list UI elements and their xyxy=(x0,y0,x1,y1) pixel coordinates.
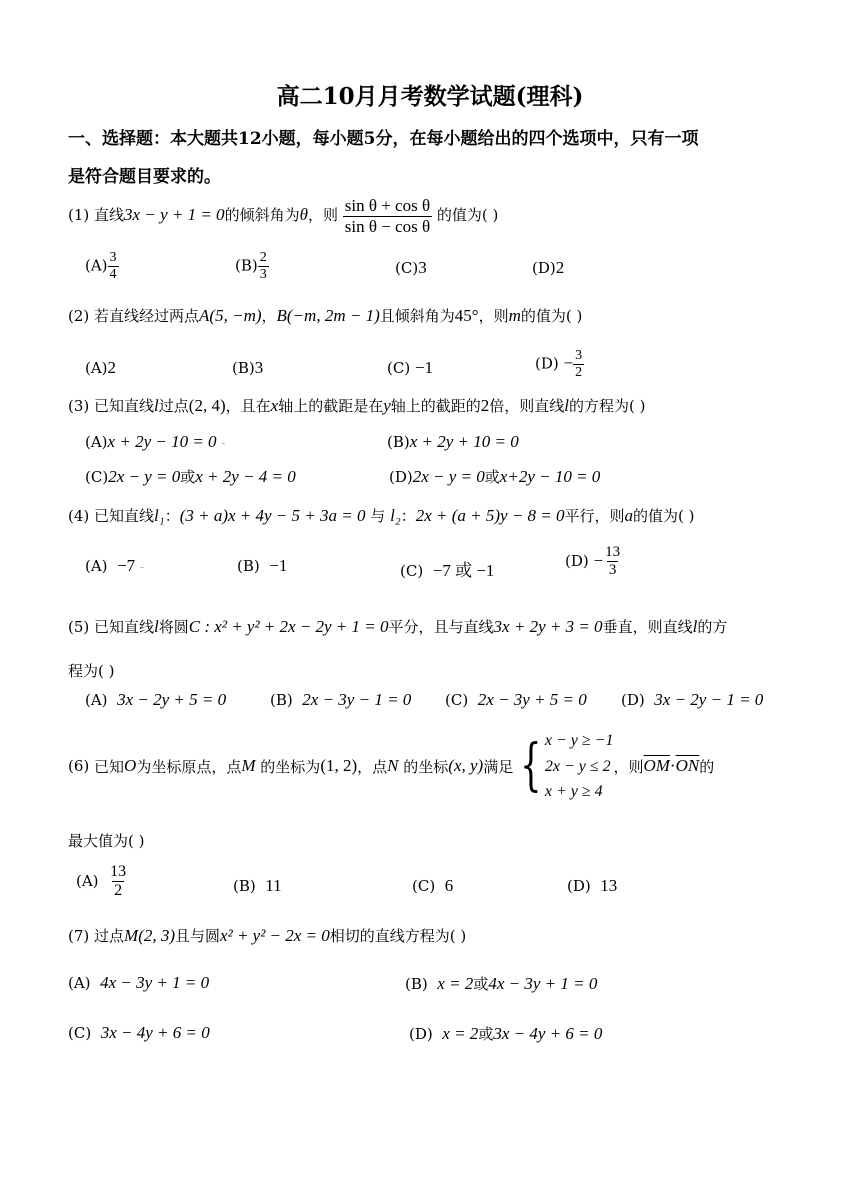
question-number: (2) xyxy=(68,307,90,325)
option-d: (D) 3x − 2y − 1 = 0 xyxy=(621,690,764,709)
option-c: (C)2x − y = 0或x + 2y − 4 = 0 xyxy=(85,467,296,486)
page-title: 高二10月月考数学试题(理科) xyxy=(276,83,584,110)
option-a: (A)2 xyxy=(85,358,117,377)
option-a: (A) 3x − 2y + 5 = 0 xyxy=(85,690,227,709)
question-number: (1) xyxy=(68,206,90,225)
option-c: (C) 3x − 4y + 6 = 0 xyxy=(68,1023,210,1042)
option-d: (D) 13 xyxy=(567,876,618,895)
section-heading-line2: 是符合题目要求的。 xyxy=(68,167,221,187)
question-4: (4) 已知直线l₁：(3 + a)x + 4y − 5 + 3a = 0 与 l₂：2x + (a + 5)y − 8 = 0平行，则a的值为( ) xyxy=(68,506,695,525)
question-number: (6) xyxy=(68,757,90,776)
question-6: (6) 已知 O 为坐标原点，点 M 的坐标为 (1, 2) ，点 N 的坐标 (x, y) 满足 { x − y ≥ −1 2x − y ≤ 2 x + y ≥ 4 ，则 $\overline{OM}$ · $\overline{ON}$ 的 xyxy=(68,728,714,805)
fraction: $\frac{\text{sin θ + cos θ}}{\text{sin θ − cos θ}}$ xyxy=(344,196,431,236)
question-6-cont: 最大值为( ) xyxy=(68,832,145,850)
question-5-cont: 程为( ) xyxy=(68,662,115,680)
option-c: (C) −1 xyxy=(387,358,434,377)
option-b: (B) 2x − 3y − 1 = 0 xyxy=(270,690,412,709)
option-b: (B) 11 xyxy=(233,876,282,895)
option-a: (A)x + 2y − 10 = 0 - xyxy=(85,432,226,451)
question-number: (3) xyxy=(68,397,90,415)
question-number: (5) xyxy=(68,618,90,636)
option-a: (A) $\frac{3}{4}$ xyxy=(85,250,117,283)
option-c: (C) 6 xyxy=(412,876,454,895)
option-b: (B) −1 xyxy=(237,556,288,575)
option-c: (C) 2x − 3y + 5 = 0 xyxy=(445,690,587,709)
option-d: (D)2 xyxy=(532,258,565,277)
option-d: (D) − $\frac{3}{2}$ xyxy=(535,348,583,381)
option-d: (D)2x − y = 0或x+2y − 10 = 0 xyxy=(389,467,601,486)
option-b: (B) x = 2或4x − 3y + 1 = 0 xyxy=(405,974,598,993)
option-a: (A) 4x − 3y + 1 = 0 xyxy=(68,973,210,992)
question-1: (1) 直线3x − y + 1 = 0的倾斜角为θ，则 $\frac{\text{sin θ + cos θ}}{\text{sin θ − cos θ}}$ 的值为( ) xyxy=(68,196,499,236)
equation: 3x − y + 1 = 0 xyxy=(124,205,225,225)
question-number: (4) xyxy=(68,507,90,525)
option-b: (B)3 xyxy=(232,358,264,377)
question-5: (5) 已知直线l将圆C : x² + y² + 2x − 2y + 1 = 0平分，且与直线3x + 2y + 3 = 0垂直，则直线l的方 xyxy=(68,617,728,636)
option-c: (C)3 xyxy=(395,258,427,277)
section-heading-line1: 一、选择题：本大题共12小题，每小题5分，在每小题给出的四个选项中，只有一项 xyxy=(68,129,699,149)
option-b: (B) $\frac{2}{3}$ xyxy=(235,250,267,283)
option-d: (D) − $\frac{13}{3}$ xyxy=(565,544,621,579)
option-d: (D) x = 2或3x − 4y + 6 = 0 xyxy=(409,1024,603,1043)
option-a: (A) $\frac{13}{2}$ xyxy=(76,863,127,900)
option-b: (B)x + 2y + 10 = 0 xyxy=(387,432,519,451)
question-3: (3) 已知直线l过点(2, 4)，且在x轴上的截距是在y轴上的截距的2倍，则直线l的方程为( ) xyxy=(68,396,646,415)
question-2: (2) 若直线经过两点A(5, −m)，B(−m, 2m − 1)且倾斜角为45°，则m的值为( ) xyxy=(68,306,583,325)
option-a: (A) −7 - xyxy=(85,556,145,575)
stray-mark: - xyxy=(139,560,145,574)
question-number: (7) xyxy=(68,927,90,945)
option-c: (C) −7 或 −1 xyxy=(400,561,495,580)
stray-mark: - xyxy=(221,436,226,450)
question-7: (7) 过点M(2, 3)且与圆x² + y² − 2x = 0相切的直线方程为( ) xyxy=(68,926,467,945)
inequality-system: { x − y ≥ −1 2x − y ≤ 2 x + y ≥ 4 xyxy=(520,732,614,801)
